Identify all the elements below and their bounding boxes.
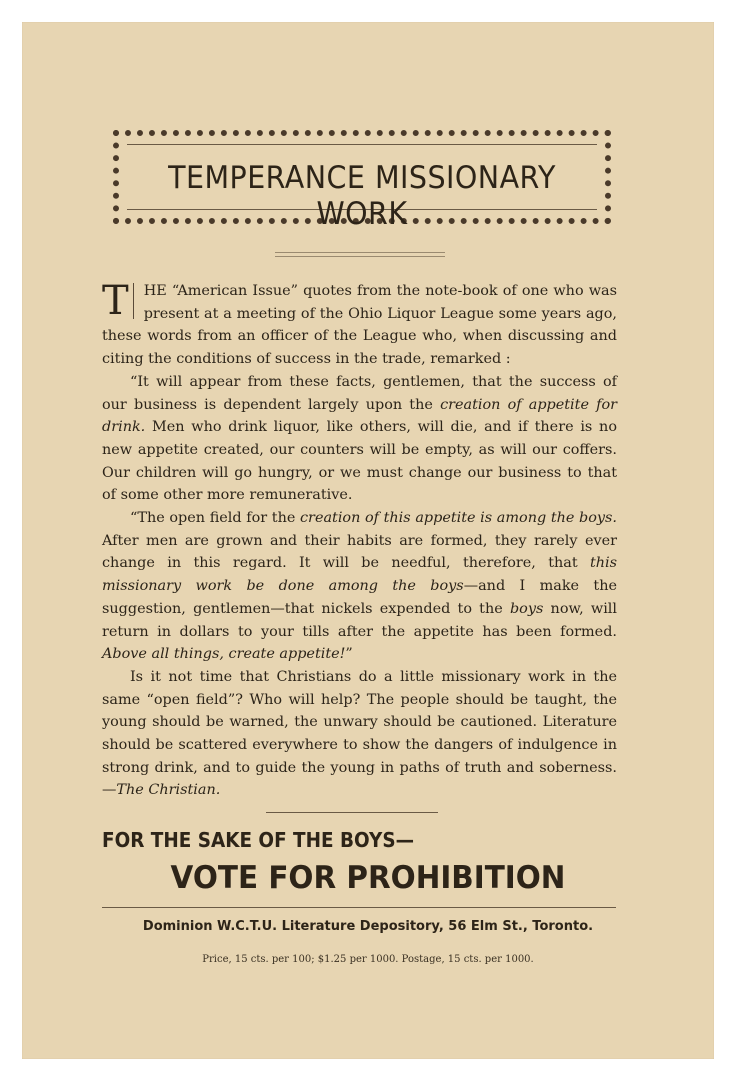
paragraph-2-emphasis: creation of appetite for drink. [102, 396, 618, 436]
paragraph-2-text-a: “It will appear from these facts, gentlemen, that the success of our business is dependent largely upon the [102, 373, 617, 413]
depository-address: Dominion W.C.T.U. Literature Depository, 56 Elm St., Toronto. [142, 919, 594, 934]
page-title: TEMPERANCE MISSIONARY WORK [168, 160, 556, 232]
paragraph-3-emphasis-b: creation of this appetite is among the boys. [300, 510, 617, 527]
ornamental-title-frame [106, 123, 618, 231]
slogan-line-2: VOTE FOR PROHIBITION [170, 860, 566, 896]
paragraph-2-text-c: Men who drink liquor, like others, will die, and if there is no new appetite created, our counters will be empty, as will our coffers. Our children will go hungry, or we must change our business to that of some other more remunerative. [102, 419, 617, 504]
paragraph-3-text-e: —and I make the suggestion, gentlemen—that nickels expended to the [102, 578, 617, 617]
paragraph-3-text-c: After men are grown and their habits are formed, they rarely ever change in this regard. It will be needful, therefore, that [102, 532, 617, 572]
paragraph-1-text: HE “American Issue” quotes from the note-book of one who was present at a meeting of the Ohio Liquor League some years ago, these words from an officer of the League who, when discussing and citing the conditions of success in the trade, remarked : [102, 283, 617, 368]
paragraph-4-source: The Christian. [116, 782, 221, 799]
footer-divider [102, 907, 616, 908]
paragraph-3-emphasis-f: boys [509, 600, 544, 617]
section-divider [266, 812, 438, 813]
drop-cap: T [102, 283, 134, 319]
paragraph-4-text-a: Is it not time that Christians do a little missionary work in the same “open field”? Who will help? The people should be taught, the young should be warned, the unwary should be cautioned. Literature should be scattered everywhere to show the dangers of indulgence in strong drink, and to guide the young in paths of truth and soberness.— [102, 668, 617, 799]
paragraph-3-text-i: ” [345, 646, 353, 663]
paragraph-3-emphasis-d: this missionary work be done among the boys [102, 555, 617, 595]
article-body [102, 280, 617, 802]
slogan-line-1: FOR THE SAKE OF THE BOYS— [102, 828, 414, 852]
paragraph-3 [102, 507, 617, 666]
paragraph-4 [102, 666, 617, 802]
title-divider [275, 252, 445, 257]
paragraph-3-text-a: “The open field for the [130, 510, 300, 527]
document-page [22, 22, 714, 1059]
price-line: Price, 15 cts. per 100; $1.25 per 1000. Postage, 15 cts. per 1000. [202, 954, 534, 965]
paragraph-2 [102, 371, 617, 507]
paragraph-1 [102, 280, 617, 371]
paragraph-3-text-g: now, will return in dollars to your tills after the appetite has been formed. [102, 600, 618, 640]
paragraph-3-emphasis-h: Above all things, create appetite! [102, 646, 346, 663]
